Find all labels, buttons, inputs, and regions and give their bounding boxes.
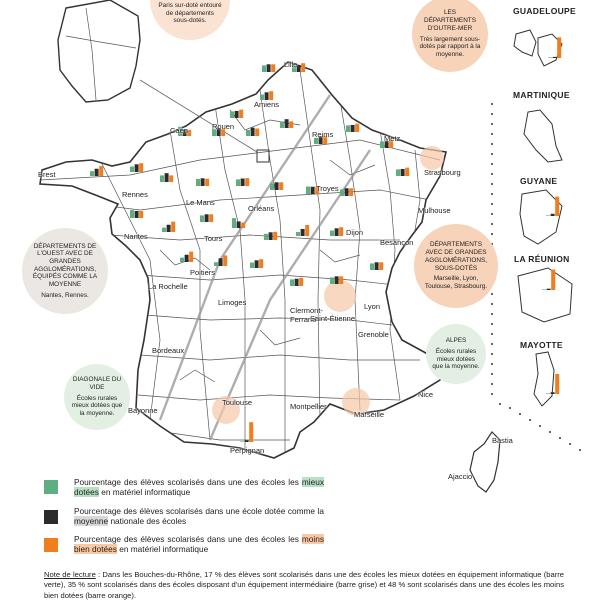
department-bar-group — [200, 214, 213, 222]
bar-average — [547, 289, 551, 290]
bar-worst — [557, 37, 561, 58]
alpes-callout-bubble — [426, 324, 486, 384]
city-label-rennes: Rennes — [122, 190, 148, 199]
bar-worst — [551, 270, 555, 290]
ouest-callout-bubble — [22, 228, 108, 314]
city-label-strasbourg: Strasbourg — [424, 168, 461, 177]
bar-best — [246, 130, 250, 136]
bar-average — [135, 164, 139, 172]
bar-best — [130, 210, 134, 218]
legend-average-pre: Pourcentage des élèves scolarisés dans une école dotée comme la — [74, 506, 324, 516]
outremer-callout-text: Très largement sous-dotés par rapport à la moyenne. — [419, 35, 481, 58]
bar-worst — [259, 259, 263, 268]
agglo-callout-bubble — [414, 224, 498, 308]
city-label-reims: Reims — [312, 130, 334, 139]
bar-average — [237, 221, 241, 228]
bar-average — [241, 179, 245, 186]
city-label-limoges: Limoges — [218, 298, 247, 307]
city-label-nice: Nice — [418, 390, 434, 399]
bar-best — [230, 111, 234, 118]
legend-worst-highlight: moins bien dotées — [74, 534, 324, 555]
bar-best — [232, 218, 236, 228]
alpes-callout-title: ALPES — [445, 337, 467, 345]
bar-best — [346, 125, 350, 132]
bar-worst — [273, 232, 277, 240]
reunion-outline — [518, 268, 572, 322]
bar-best — [200, 215, 204, 222]
paris-inset-map — [58, 0, 140, 102]
diagonale-callout-bubble — [64, 364, 130, 430]
bar-average — [351, 125, 355, 132]
bar-worst — [339, 227, 343, 236]
bar-worst — [289, 121, 293, 128]
overseas-title-mayotte: MAYOTTE — [520, 340, 563, 350]
bar-average — [295, 279, 299, 286]
department-bar-group — [370, 262, 383, 270]
bar-average — [551, 214, 555, 216]
bar-average — [269, 232, 273, 240]
overseas-title-guyane: GUYANE — [520, 176, 558, 186]
legend-worst-pre: Pourcentage des élèves scolarisés dans une des écoles les — [74, 534, 302, 544]
city-label-le-mans: Le Mans — [186, 198, 215, 207]
city-label-poitiers: Poitiers — [190, 268, 216, 277]
bar-worst — [299, 278, 303, 286]
ouest-callout-text: Nantes, Rennes. — [41, 291, 89, 299]
reading-note-text: : Dans les Bouches-du-Rhône, 17 % des élèves sont scolarisés dans une des écoles les mieux dotées en équipement informatique (barre verte), 35 % sont scolarisés dans des écoles disposant d'un équipement intermédiaire (barre grise) et 48 % sont scolarisés dans une des écoles les moins bien dotées (barre orange). — [44, 570, 565, 600]
diagonale-callout-title: DIAGONALE DU VIDE — [72, 376, 122, 391]
overseas-title-martinique: MARTINIQUE — [513, 90, 570, 100]
guadeloupe-outline — [514, 30, 562, 66]
bar-average — [201, 178, 205, 186]
strasbourg-highlight — [420, 146, 444, 170]
bar-worst — [555, 197, 559, 216]
department-bar-group — [262, 64, 275, 72]
bar-worst — [279, 182, 283, 190]
bar-average — [205, 214, 209, 222]
martinique-outline — [524, 110, 562, 162]
bar-best — [280, 121, 284, 128]
bar-average — [185, 255, 189, 262]
bar-worst — [249, 422, 253, 442]
legend-worst-post: en matériel informatique — [116, 544, 209, 555]
bar-worst — [189, 252, 193, 262]
legend-swatch-worst — [44, 538, 58, 552]
city-label-besancon: Besançon — [380, 238, 414, 247]
city-label-grenoble: Grenoble — [358, 330, 389, 339]
bar-best — [162, 228, 166, 232]
bar-best — [180, 258, 184, 262]
bar-best — [330, 277, 334, 284]
city-label-perpignan: Perpignan — [230, 446, 265, 455]
bar-best — [250, 263, 254, 269]
bar-worst — [405, 168, 409, 176]
bar-best — [130, 167, 134, 173]
legend-average-highlight: moyenne — [74, 516, 109, 527]
bar-worst — [355, 124, 359, 132]
bar-best — [270, 183, 274, 190]
reading-note-label: Note de lecture — [44, 570, 96, 579]
bar-average — [135, 211, 139, 218]
bar-worst — [99, 166, 103, 176]
alpes-callout-text: Écoles rurales mieux dotées que la moyenne. — [432, 347, 480, 371]
bar-worst — [555, 374, 559, 394]
bar-average — [275, 182, 279, 190]
bar-best — [290, 279, 294, 286]
city-label-bordeaux: Bordeaux — [152, 346, 185, 355]
bar-best — [340, 189, 344, 196]
bar-best — [236, 179, 240, 186]
city-label-montpellier: Montpellier — [290, 402, 327, 411]
city-label-tours: Tours — [204, 234, 223, 243]
bar-average — [375, 262, 379, 270]
bar-average — [165, 173, 169, 182]
city-label-clermont: Clermont-Ferrand — [290, 306, 323, 324]
city-label-nantes: Nantes — [124, 232, 148, 241]
bar-worst — [271, 64, 275, 72]
city-label-saint-etienne: Saint-Étienne — [310, 314, 356, 323]
mayotte-outline — [534, 352, 554, 406]
city-label-ajaccio: Ajaccio — [448, 472, 473, 481]
city-label-troyes: Troyes — [316, 184, 339, 193]
bar-best — [160, 175, 164, 182]
department-bar-group — [270, 182, 283, 190]
bar-worst — [379, 262, 383, 270]
city-label-bayonne: Bayonne — [128, 406, 158, 415]
legend-swatch-average — [44, 510, 58, 524]
bar-best — [240, 441, 244, 442]
bar-average — [255, 260, 259, 268]
city-label-toulouse: Toulouse — [222, 398, 253, 407]
city-label-marseille: Marseille — [354, 410, 385, 419]
bar-worst — [305, 225, 309, 236]
bar-average — [311, 187, 315, 194]
bar-average — [219, 258, 223, 266]
legend-average-post: nationale des écoles — [108, 516, 187, 527]
bar-best — [546, 393, 550, 394]
department-bar-group — [130, 210, 143, 218]
bar-average — [265, 92, 269, 100]
bar-best — [396, 169, 400, 176]
department-bar-group — [330, 276, 343, 284]
bar-best — [548, 57, 552, 58]
city-label-lyon: Lyon — [364, 302, 380, 311]
bar-worst — [139, 211, 143, 218]
bar-average — [301, 229, 305, 236]
legend-item-average — [74, 506, 324, 526]
outremer-callout-title: LES DÉPARTEMENTS D'OUTRE-MER — [424, 9, 476, 32]
legend-swatch-best — [44, 480, 58, 494]
city-label-metz: Metz — [384, 134, 401, 143]
paris-callout-text: Paris sur-doté entouré de départements sous-dotés. — [158, 1, 222, 25]
bar-average — [335, 228, 339, 236]
bar-average — [335, 276, 339, 284]
bar-worst — [239, 110, 243, 118]
city-label-orleans: Orléans — [248, 204, 275, 213]
city-label-lille: Lille — [284, 60, 298, 69]
diagonale-callout-text: Écoles rurales mieux dotées que la moyenne. — [71, 394, 123, 418]
legend-best-highlight: mieux dotées — [74, 477, 324, 498]
bar-worst — [223, 255, 227, 266]
bar-worst — [209, 214, 213, 222]
city-label-dijon: Dijon — [346, 228, 364, 237]
bar-best — [264, 234, 268, 240]
legend-item-best — [74, 477, 324, 497]
reading-note — [44, 570, 564, 601]
bar-average — [401, 169, 405, 176]
bar-average — [235, 111, 239, 118]
bar-best — [90, 171, 94, 176]
bar-average — [285, 119, 289, 128]
legend-best-pre: Pourcentage des élèves scolarisés dans une des écoles les — [74, 477, 302, 487]
city-label-bastia: Bastia — [492, 436, 513, 445]
bar-worst — [241, 223, 245, 229]
bar-average — [95, 169, 99, 176]
city-label-rouen: Rouen — [212, 122, 235, 131]
agglo-callout-title: DÉPARTEMENTS AVEC DE GRANDES AGGLOMÉRATIONS, SOUS-DOTÉS — [424, 241, 488, 272]
bar-best — [262, 65, 266, 72]
bar-worst — [245, 178, 249, 186]
bar-worst — [205, 179, 209, 186]
bar-best — [296, 232, 300, 236]
agglo-callout-text: Marseille, Lyon, Toulouse, Strasbourg. — [424, 275, 488, 290]
bar-average — [245, 440, 249, 442]
city-label-brest: Brest — [38, 170, 56, 179]
department-bar-group — [196, 178, 209, 186]
bar-best — [214, 262, 218, 266]
bar-best — [196, 179, 200, 186]
ouest-callout-title: DÉPARTEMENTS DE L'OUEST AVEC DE GRANDES AGGLOMÉRATIONS, ÉQUIPÉS COMME LA MOYENNE — [32, 242, 98, 289]
bar-best — [330, 231, 334, 237]
overseas-title-guadeloupe: GUADELOUPE — [513, 6, 576, 16]
bar-average — [251, 128, 255, 136]
bar-worst — [255, 129, 259, 136]
legend-item-worst — [74, 534, 324, 554]
bar-average — [553, 57, 557, 58]
bar-best — [546, 215, 550, 216]
city-label-caen: Caen — [170, 126, 188, 135]
city-label-mulhouse: Mulhouse — [418, 206, 451, 215]
bar-worst — [169, 175, 173, 182]
overseas-title-reunion: LA RÉUNION — [514, 254, 570, 264]
bar-worst — [139, 163, 143, 172]
bar-average — [167, 225, 171, 232]
bar-worst — [301, 63, 305, 72]
bar-average — [345, 188, 349, 196]
bar-worst — [349, 188, 353, 196]
bar-worst — [339, 276, 343, 284]
bar-average — [551, 392, 555, 394]
bar-average — [267, 64, 271, 72]
bar-worst — [171, 222, 175, 232]
bar-best — [306, 187, 310, 194]
bar-best — [542, 289, 546, 290]
bar-best — [370, 263, 374, 270]
legend-best-post: en matériel informatique — [98, 487, 191, 498]
department-bar-group — [340, 188, 353, 196]
bar-worst — [269, 91, 273, 100]
city-label-la-rochelle: La Rochelle — [148, 282, 188, 291]
city-label-amiens: Amiens — [254, 100, 280, 109]
